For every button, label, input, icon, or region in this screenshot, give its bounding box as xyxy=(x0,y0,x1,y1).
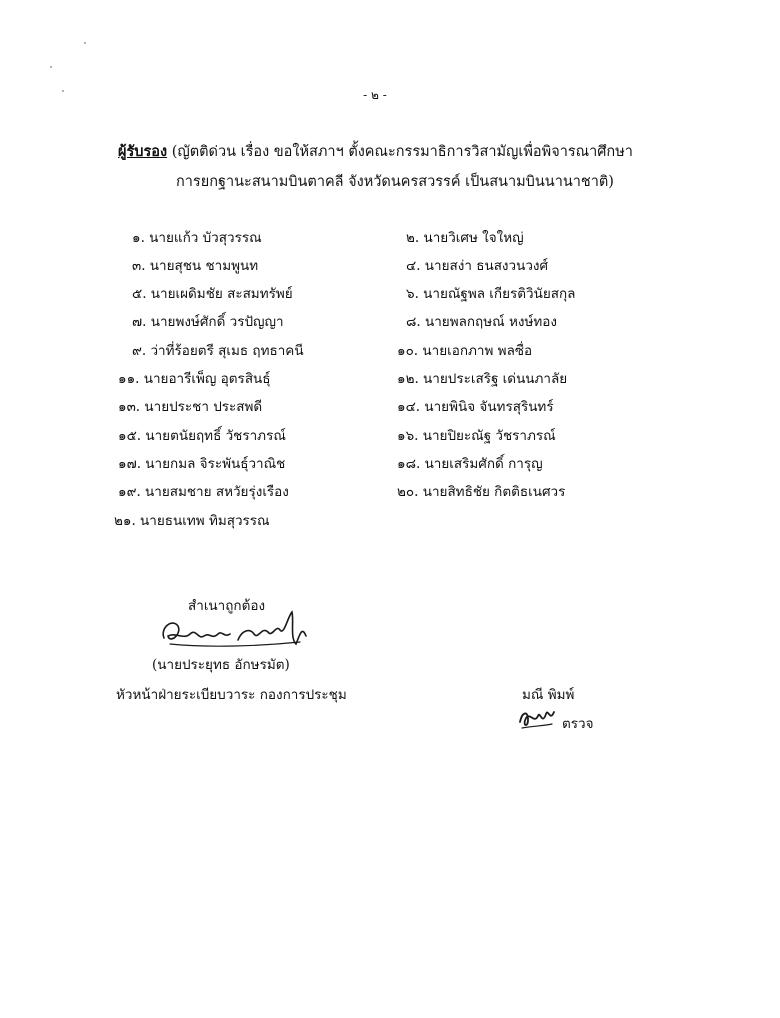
page-number: - ๒ - xyxy=(363,88,387,102)
endorser-item: ๑๖. นายปิยะณัฐ วัชราภรณ์ xyxy=(397,428,556,444)
certifier-position: หัวหน้าฝ่ายระเบียบวาระ กองการประชุม xyxy=(116,687,347,703)
endorser-item: ๘. นายพลกฤษณ์ หงษ์ทอง xyxy=(406,314,557,330)
endorser-item: ๑๗. นายกมล จิระพันธุ์วาณิช xyxy=(118,456,286,472)
certified-copy-label: สำเนาถูกต้อง xyxy=(188,598,266,614)
endorser-item: ๙. ว่าที่ร้อยตรี สุเมธ ฤทธาคนี xyxy=(132,343,304,359)
checker-signature xyxy=(516,704,556,732)
endorser-item: ๑๐. นายเอกภาพ พลซื่อ xyxy=(397,343,533,359)
endorser-item: ๒. นายวิเศษ ใจใหญ่ xyxy=(406,230,524,246)
scan-speck xyxy=(62,90,64,92)
checker-note: ตรวจ xyxy=(562,716,594,732)
endorser-item: ๑๓. นายประชา ประสพดี xyxy=(118,399,263,415)
typist-note: มณี พิมพ์ xyxy=(522,687,575,703)
endorser-item: ๗. นายพงษ์ศักดิ์ วรปัญญา xyxy=(132,314,284,330)
scan-speck xyxy=(84,42,86,44)
endorser-item: ๑๔. นายพินิจ จันทรสุรินทร์ xyxy=(397,399,554,415)
endorser-item: ๖. นายณัฐพล เกียรติวินัยสกุล xyxy=(406,286,576,302)
endorser-item: ๑๒. นายประเสริฐ เด่นนภาลัย xyxy=(397,371,568,387)
motion-title-part1: (ญัตติด่วน เรื่อง ขอให้สภาฯ ตั้งคณะกรรมาธิการวิสามัญเพื่อพิจารณาศึกษา xyxy=(171,144,633,160)
endorser-item: ๒๑. นายธนเทพ ทิมสุวรรณ xyxy=(114,513,270,529)
endorser-item: ๑๕. นายตนัยฤทธิ์ วัชราภรณ์ xyxy=(118,428,286,444)
endorser-item: ๕. นายเผดิมชัย สะสมทรัพย์ xyxy=(132,286,293,302)
endorsers-label: ผู้รับรอง xyxy=(118,143,168,160)
certifier-name: (นายประยุทธ อักษรมัต) xyxy=(152,657,290,673)
endorser-item: ๒๐. นายสิทธิชัย กิตติธเนศวร xyxy=(397,484,566,500)
motion-header-line1 xyxy=(118,140,633,163)
endorser-item: ๔. นายสง่า ธนสงวนวงศ์ xyxy=(406,258,549,274)
motion-header-line2: การยกฐานะสนามบินตาคลี จังหวัดนครสวรรค์ เป็นสนามบินนานาชาติ) xyxy=(176,174,614,190)
certifier-signature xyxy=(150,604,310,654)
scan-speck xyxy=(50,66,52,68)
endorser-item: ๓. นายสุชน ชามพูนท xyxy=(132,258,259,274)
endorser-item: ๑๑. นายอารีเพ็ญ อุตรสินธุ์ xyxy=(118,371,271,387)
endorser-item: ๑. นายแก้ว บัวสุวรรณ xyxy=(132,230,262,246)
endorser-item: ๑๘. นายเสริมศักดิ์ การุญ xyxy=(397,456,543,472)
endorser-item: ๑๙. นายสมชาย สหวัยรุ่งเรือง xyxy=(118,484,289,500)
